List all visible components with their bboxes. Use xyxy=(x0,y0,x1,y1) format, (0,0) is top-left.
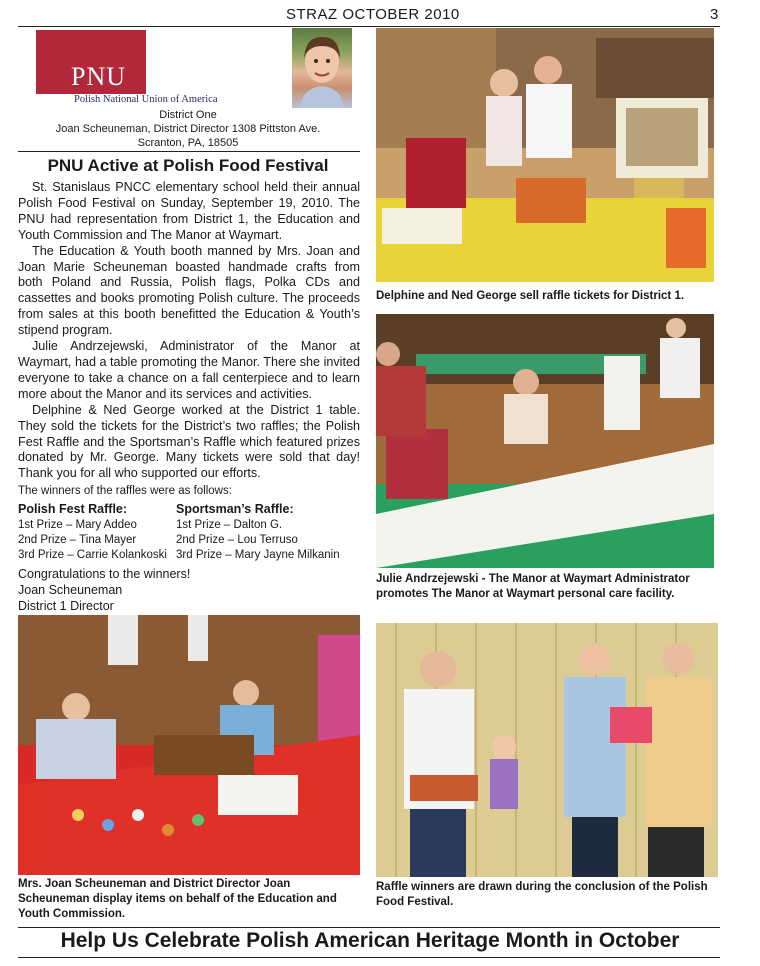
article-paragraph: St. Stanislaus PNCC elementary school held their annual Polish Food Festival on Sunday, September 19, 2010. The PNU had representation from District 1, the Education and Youth Commission and The Manor at Waymart. xyxy=(18,180,360,242)
portrait-image xyxy=(292,28,352,108)
raffle-table-scene xyxy=(376,28,714,282)
newsletter-title: STRAZ OCTOBER 2010 xyxy=(286,6,460,23)
signer-name: Joan Scheuneman xyxy=(18,583,123,597)
caption-manor-table: Julie Andrzejewski - The Manor at Waymart Administrator promotes The Manor at Waymart personal care facility. xyxy=(376,573,690,600)
winner-entry: 1st Prize – Mary Addeo xyxy=(18,519,137,531)
winner-entry: 2nd Prize – Tina Mayer xyxy=(18,534,137,546)
article-paragraph: Delphine & Ned George worked at the District 1 table. They sold the tickets for the District’s two raffles; the Polish Fest Raffle and the Sportsman’s Raffle which featured prizes donated by Mr. George. Many tickets were sold that day! Thank you for all who supported our efforts. xyxy=(18,402,360,481)
photo-raffle-drawing xyxy=(376,623,718,877)
district-director-address: Joan Scheuneman, District Director 1308 Pittston Ave. xyxy=(55,123,321,135)
raffle-winners-sportsman xyxy=(176,518,340,563)
heritage-month-banner: Help Us Celebrate Polish American Heritage Month in October xyxy=(60,929,680,952)
winner-entry: 2nd Prize – Lou Terruso xyxy=(176,534,298,546)
winner-entry: 3rd Prize – Mary Jayne Milkanin xyxy=(176,549,340,561)
pnu-logo xyxy=(36,30,146,94)
winner-entry: 1st Prize – Dalton G. xyxy=(176,519,283,531)
winner-entry: 3rd Prize – Carrie Kolankoski xyxy=(18,549,167,561)
district-name: District One xyxy=(159,109,217,121)
section-rule xyxy=(18,151,360,152)
page-number: 3 xyxy=(710,6,719,23)
article-headline: PNU Active at Polish Food Festival xyxy=(47,156,329,175)
article-paragraph: Julie Andrzejewski, Administrator of the Manor at Waymart, had a table promoting the Manor. There she invited everyone to take a chance on a fall centerpiece and to learn more about the Manor and its services and activities. xyxy=(18,339,360,401)
winners-intro: The winners of the raffles were as follows: xyxy=(18,485,232,497)
header-rule xyxy=(18,26,720,27)
page-header xyxy=(0,4,760,24)
photo-raffle-table xyxy=(376,28,714,282)
footer-rule-bottom xyxy=(18,957,720,958)
photo-education-booth xyxy=(18,615,360,875)
raffle-heading-polish-fest: Polish Fest Raffle: xyxy=(18,502,128,516)
raffle-winners-polish-fest xyxy=(18,518,167,563)
footer-rule-top xyxy=(18,927,720,928)
sign-off xyxy=(18,566,190,614)
logo-subtitle: Polish National Union of America xyxy=(74,94,218,105)
article-body xyxy=(18,180,360,482)
congratulations-line: Congratulations to the winners! xyxy=(18,567,191,581)
photo-manor-table xyxy=(376,314,714,568)
caption-raffle-table: Delphine and Ned George sell raffle tickets for District 1. xyxy=(376,290,685,302)
article-paragraph: The Education & Youth booth manned by Mrs. Joan and Joan Marie Scheuneman boasted handmade crafts from both Poland and Russia, Polish flags, Polka CDs and cassettes and books promoting Polish culture. The proceeds from sales at this booth benefitted the Education & Youth’s stipend program. xyxy=(18,243,360,338)
manor-table-scene xyxy=(376,314,714,568)
district-city: Scranton, PA, 18505 xyxy=(137,137,239,149)
logo-mark: PNU xyxy=(71,62,127,91)
signer-title: District 1 Director xyxy=(18,599,114,613)
district-director-portrait xyxy=(292,28,352,108)
caption-raffle-drawing: Raffle winners are drawn during the conclusion of the Polish Food Festival. xyxy=(376,881,708,908)
raffle-heading-sportsman: Sportsman’s Raffle: xyxy=(176,502,294,516)
raffle-drawing-scene xyxy=(376,623,718,877)
education-booth-scene xyxy=(18,615,360,875)
caption-education-booth: Mrs. Joan Scheuneman and District Director Joan Scheuneman display items on behalf of the Education and Youth Commission. xyxy=(18,878,337,920)
